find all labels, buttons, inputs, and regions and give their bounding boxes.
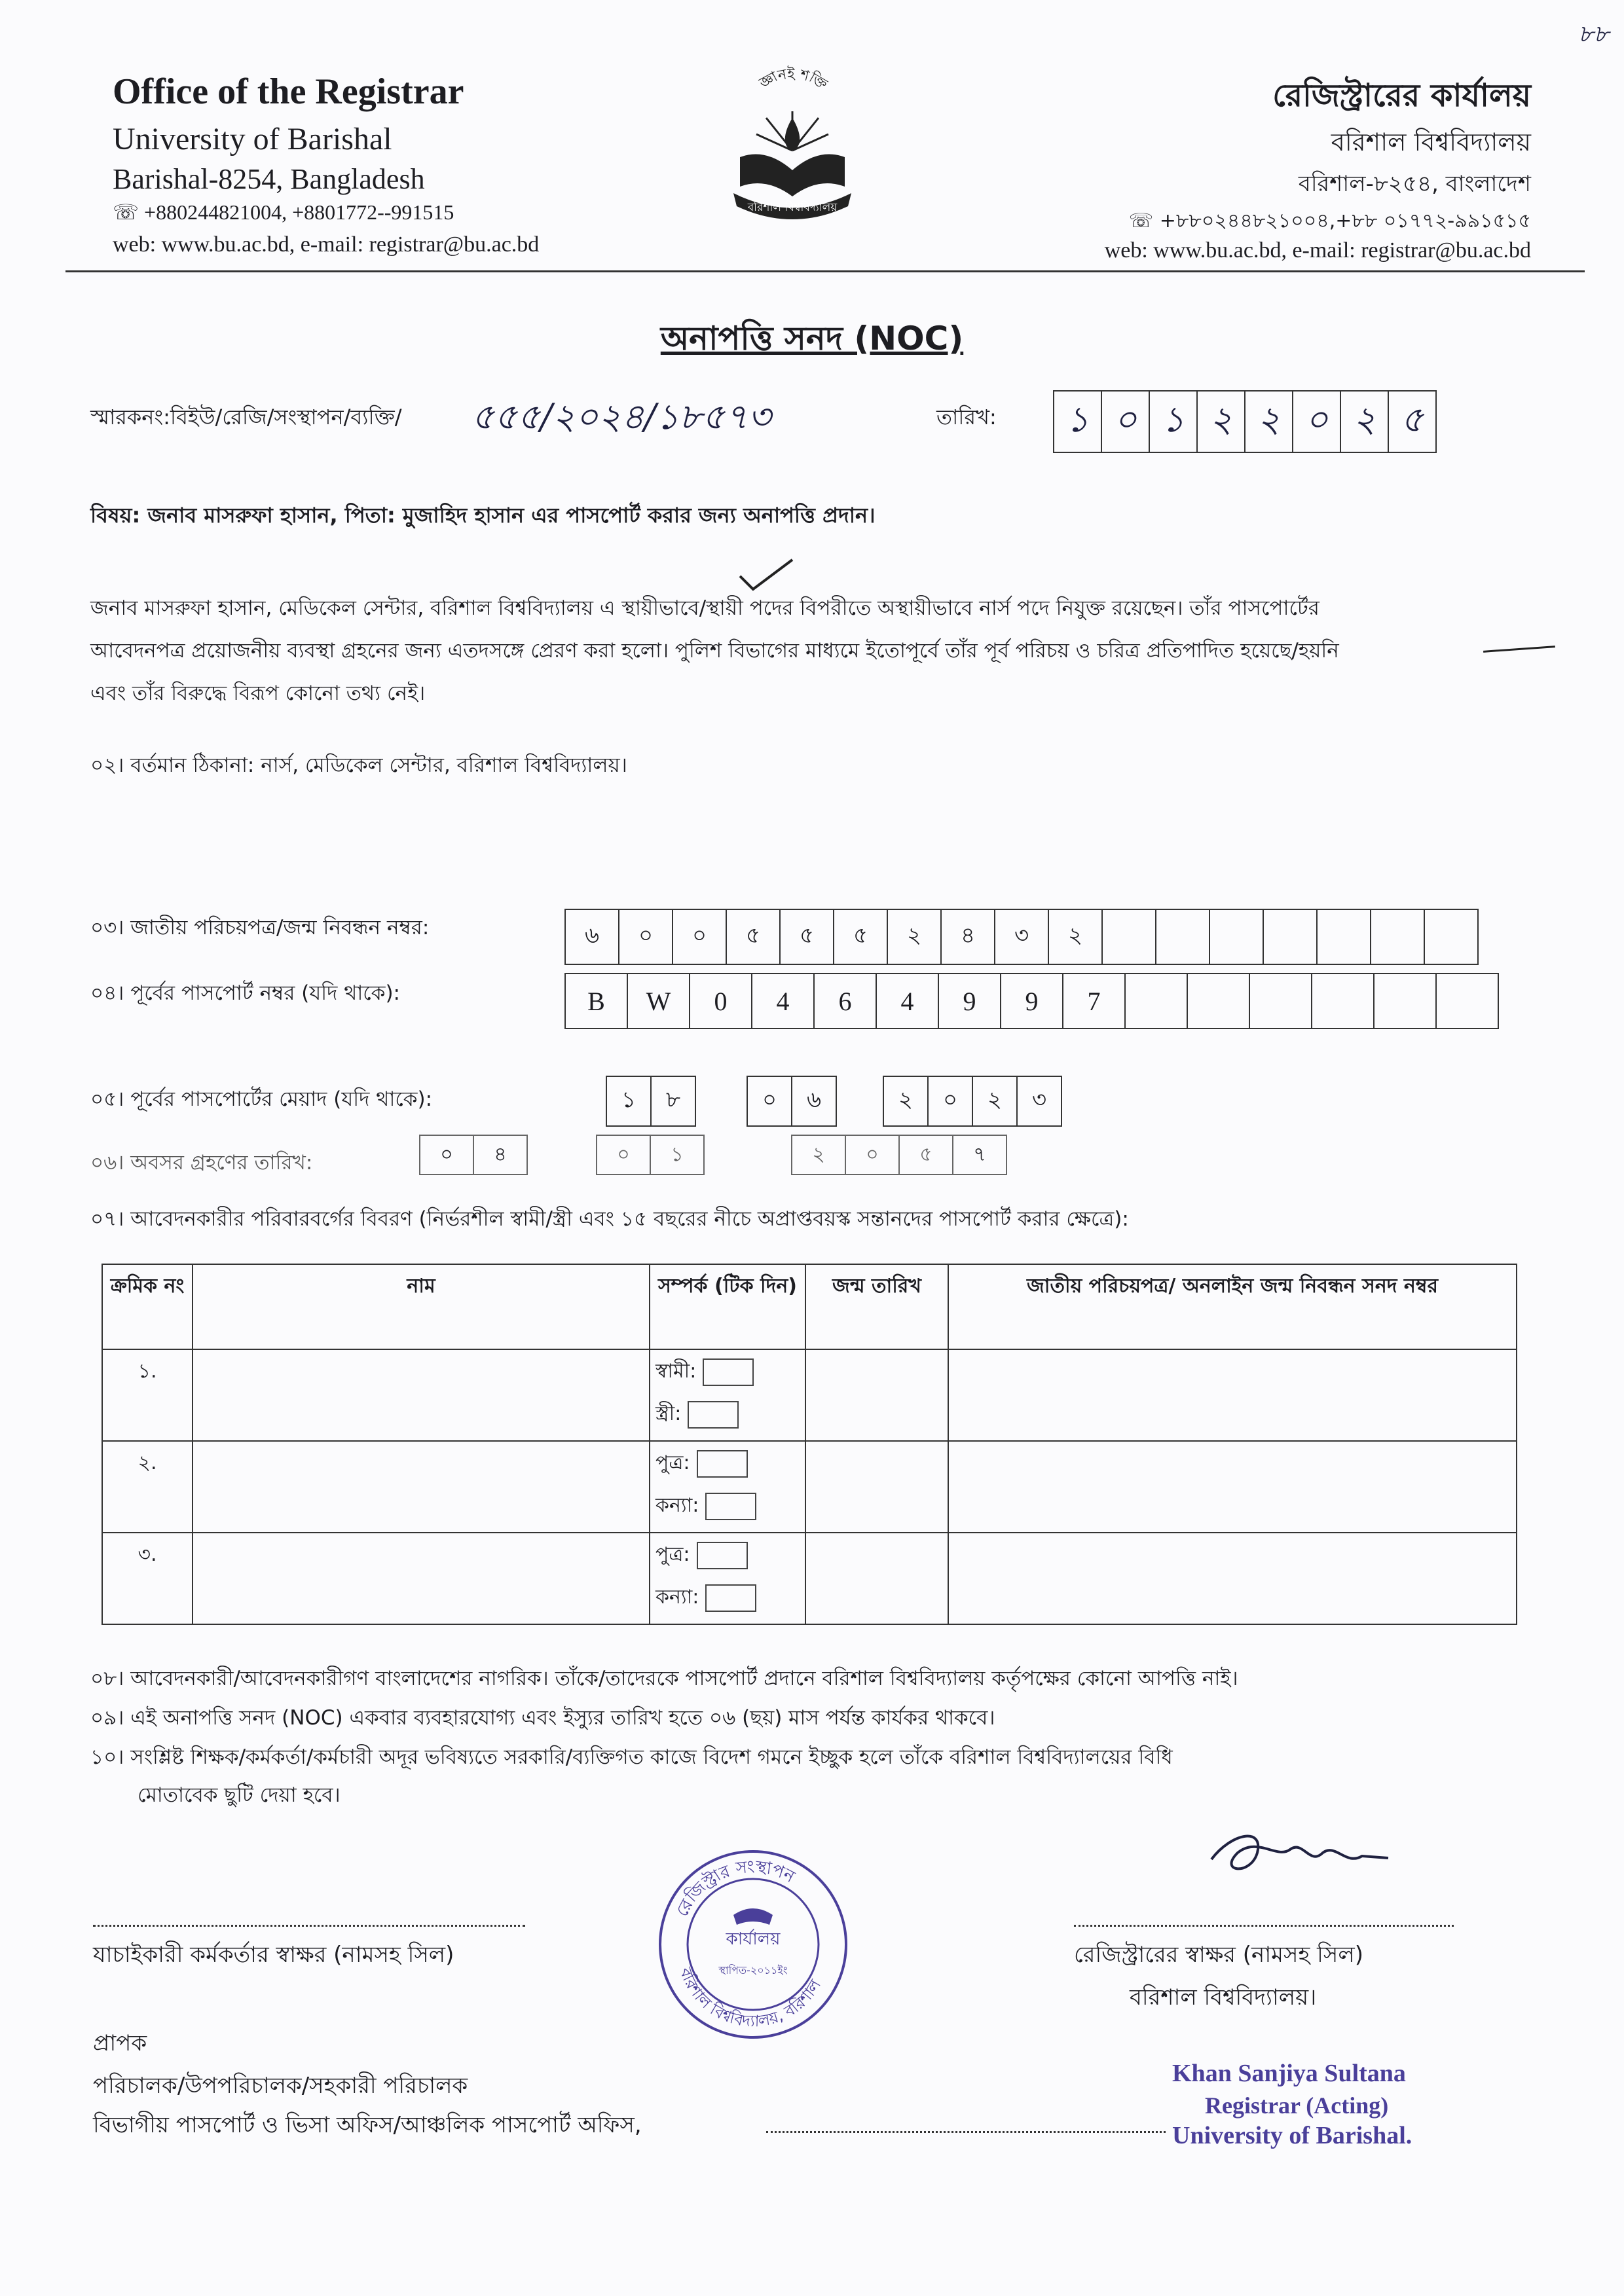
passport-char [1312, 974, 1375, 1028]
body-line-2: আবেদনপত্র প্রয়োজনীয় ব্যবস্থা গ্রহনের জন্য এতদসঙ্গে প্রেরণ করা হলো। পুলিশ বিভাগের মাধ্যমে ইতোপূর্বে তাঁর পূর্ব পরিচয় ও চরিত্র প্রতিপাদিত হয়েছে/হয়নি [90, 639, 1339, 663]
registrar-signature [1192, 1813, 1401, 1886]
date-digit: ১ [1150, 392, 1198, 452]
university-name-en: University of Barishal [113, 122, 392, 156]
row-serial: ১. [102, 1349, 193, 1441]
office-title-en: Office of the Registrar [113, 71, 464, 112]
recipient-line-2: বিভাগীয় পাসপোর্ট ও ভিসা অফিস/আঞ্চলিক পাসপোর্ট অফিস, [93, 2112, 642, 2138]
nid-digit [1264, 910, 1318, 964]
body-line-1: জনাব মাসরুফা হাসান, মেডিকেল সেন্টার, বরিশাল বিশ্ববিদ্যালয় এ স্থায়ীভাবে/স্থায়ী পদের বিপরীতে অস্থায়ীভাবে নার্স পদে নিযুক্ত রয়েছেন। তাঁর পাসপোর্টের [90, 596, 1320, 620]
passport-char: 7 [1063, 974, 1126, 1028]
passport-boxes [564, 973, 1499, 1029]
corner-mark: ৮৮ [1578, 21, 1609, 48]
phone-en [113, 200, 454, 225]
date-digit: ২ [1198, 392, 1246, 452]
row-nid-cell[interactable] [948, 1533, 1517, 1624]
row-serial: ২. [102, 1441, 193, 1533]
nid-digit: ৪ [942, 910, 995, 964]
phone-icon-bn: ☏ [1128, 210, 1154, 232]
nid-digit: ২ [1049, 910, 1103, 964]
expiry-month-digit: ০ [748, 1077, 792, 1125]
table-header-row [102, 1264, 1517, 1349]
item-10-line-2: মোতাবেক ছুটি দেয়া হবে। [138, 1783, 341, 1807]
memo-label: স্মারকনং:বিইউ/রেজি/সংস্থাপন/ব্যক্তি/ [90, 405, 402, 429]
table-row [102, 1349, 1517, 1441]
passport-char: 4 [752, 974, 815, 1028]
nid-digit [1156, 910, 1210, 964]
row-nid-cell[interactable] [948, 1349, 1517, 1441]
date-digit: ০ [1293, 392, 1341, 452]
retire-day-digit: ৪ [474, 1136, 528, 1174]
nid-digit [1318, 910, 1371, 964]
office-title-bn: রেজিস্ট্রারের কার্যালয় [1272, 77, 1531, 114]
issue-date-boxes [1053, 390, 1437, 453]
row-relation-cell [650, 1349, 805, 1441]
phone-bn [1129, 205, 1531, 238]
stamp-title: Registrar (Acting) [1205, 2092, 1389, 2119]
passport-char [1375, 974, 1437, 1028]
retire-year-digit: ২ [792, 1136, 846, 1174]
table-row [102, 1533, 1517, 1624]
row-name-cell[interactable] [193, 1533, 650, 1624]
university-logo [714, 65, 871, 229]
expiry-day-digit: ৮ [652, 1077, 696, 1125]
passport-char [1437, 974, 1499, 1028]
header-divider [65, 270, 1585, 272]
col-dob: জন্ম তারিখ [805, 1264, 948, 1349]
registrar-label: রেজিস্ট্রারের স্বাক্ষর (নামসহ সিল) [1074, 1942, 1363, 1968]
expiry-month-digit: ৬ [792, 1077, 837, 1125]
nid-boxes [564, 909, 1479, 965]
date-label: তারিখ: [936, 405, 997, 429]
memo-number: ৫৫৫/২০২৪/১৮৫৭৩ [471, 396, 771, 437]
seal-outer: রেজিস্ট্রার সংস্থাপন [672, 1857, 798, 1920]
page-title: অনাপত্তি সনদ (NOC) [660, 319, 964, 357]
stamp-name: Khan Sanjiya Sultana [1172, 2060, 1406, 2087]
university-name-bn: বরিশাল বিশ্ববিদ্যালয় [1331, 128, 1531, 156]
col-relation: সম্পর্ক (টিক দিন) [650, 1264, 805, 1349]
passport-char: 6 [815, 974, 877, 1028]
recipient-line-1: পরিচালক/উপপরিচালক/সহকারী পরিচালক [93, 2073, 468, 2099]
relation-checkbox[interactable] [697, 1542, 748, 1569]
nid-digit [1425, 910, 1479, 964]
relation-checkbox[interactable] [703, 1358, 754, 1386]
row-serial: ৩. [102, 1533, 193, 1624]
row-dob-cell[interactable] [805, 1349, 948, 1441]
item-06-label: ০৬। অবসর গ্রহণের তারিখ: [90, 1151, 313, 1175]
item-07: ০৭। আবেদনকারীর পরিবারবর্গের বিবরণ (নির্ভরশীল স্বামী/স্ত্রী এবং ১৫ বছরের নীচে অপ্রাপ্তবয়স্ক সন্তানদের পাসপোর্ট করার ক্ষেত্রে): [90, 1207, 1129, 1231]
official-seal [655, 1846, 851, 2043]
passport-char: B [566, 974, 628, 1028]
relation-label: কন্যা: [655, 1494, 699, 1517]
verifier-label: যাচাইকারী কর্মকর্তার স্বাক্ষর (নামসহ সিল) [93, 1942, 454, 1968]
item-09: ০৯। এই অনাপত্তি সনদ (NOC) একবার ব্যবহারযোগ্য এবং ইস্যুর তারিখ হতে ০৬ (ছয়) মাস পর্যন্ত কার্যকর থাকবে। [90, 1706, 995, 1730]
passport-char [1126, 974, 1188, 1028]
expiry-day-digit: ১ [607, 1077, 652, 1125]
title-wrap [0, 314, 1624, 369]
passport-char: 9 [939, 974, 1001, 1028]
expiry-day-boxes [606, 1076, 696, 1127]
nid-digit: ০ [619, 910, 673, 964]
web-bn: web: www.bu.ac.bd, e-mail: registrar@bu.ac.bd [1104, 238, 1531, 263]
nid-digit [1371, 910, 1425, 964]
seal-middle: কার্যালয় [726, 1929, 781, 1949]
passport-char [1188, 974, 1250, 1028]
expiry-year-digit: ০ [929, 1077, 973, 1125]
phone-bn-text: +৮৮০২৪৪৮২১০০৪,+৮৮ ০১৭৭২-৯৯১৫১৫ [1159, 210, 1531, 232]
strike-mark [1483, 646, 1555, 653]
row-relation-cell [650, 1533, 805, 1624]
passport-char [1250, 974, 1312, 1028]
family-table [101, 1264, 1517, 1625]
row-dob-cell[interactable] [805, 1533, 948, 1624]
address-bn: বরিশাল-৮২৫৪, বাংলাদেশ [1298, 171, 1531, 197]
nid-digit: ০ [673, 910, 727, 964]
phone-en-text: +880244821004, +8801772--991515 [144, 200, 454, 224]
relation-checkbox[interactable] [697, 1450, 748, 1478]
passport-char: 4 [877, 974, 939, 1028]
retire-year-digit: ৭ [953, 1136, 1007, 1174]
row-name-cell[interactable] [193, 1441, 650, 1533]
retire-month-boxes [596, 1135, 705, 1175]
col-name: নাম [193, 1264, 650, 1349]
phone-icon: ☏ [113, 200, 139, 224]
expiry-month-boxes [747, 1076, 837, 1127]
address-en: Barishal-8254, Bangladesh [113, 163, 425, 195]
item-03-label: ০৩। জাতীয় পরিচয়পত্র/জন্ম নিবন্ধন নম্বর: [90, 916, 430, 939]
col-serial: ক্রমিক নং [102, 1264, 193, 1349]
col-nid: জাতীয় পরিচয়পত্র/ অনলাইন জন্ম নিবন্ধন সনদ নম্বর [948, 1264, 1517, 1349]
svg-text:জ্ঞানই শক্তি [756, 65, 831, 93]
passport-char: 0 [690, 974, 752, 1028]
expiry-year-digit: ৩ [1018, 1077, 1062, 1125]
item-02: ০২। বর্তমান ঠিকানা: নার্স, মেডিকেল সেন্টার, বরিশাল বিশ্ববিদ্যালয়। [90, 754, 627, 777]
item-10-line-1: ১০। সংশ্লিষ্ট শিক্ষক/কর্মকর্তা/কর্মচারী অদূর ভবিষ্যতে সরকারি/ব্যক্তিগত কাজে বিদেশ গমনে ইচ্ছুক হলে তাঁকে বরিশাল বিশ্ববিদ্যালয়ের বিধি [90, 1745, 1173, 1769]
relation-label: কন্যা: [655, 1586, 699, 1609]
date-digit: ২ [1246, 392, 1293, 452]
nid-digit: ৩ [995, 910, 1049, 964]
retire-month-digit: ০ [597, 1136, 651, 1174]
registrar-signature-line [1074, 1925, 1454, 1927]
nid-digit [1210, 910, 1264, 964]
retire-day-digit: ০ [420, 1136, 474, 1174]
row-name-cell[interactable] [193, 1349, 650, 1441]
recipient-office-line [766, 2131, 1166, 2133]
passport-char: W [628, 974, 690, 1028]
registrar-university: বরিশাল বিশ্ববিদ্যালয়। [1130, 1984, 1317, 2011]
nid-digit [1103, 910, 1156, 964]
row-relation-cell [650, 1441, 805, 1533]
relation-label: স্বামী: [655, 1360, 697, 1383]
tick-mark [733, 556, 799, 596]
retire-day-boxes [419, 1135, 528, 1175]
nid-digit: ২ [888, 910, 942, 964]
logo-name: বরিশাল বিশ্ববিদ্যালয় [747, 201, 838, 214]
date-digit: ০ [1102, 392, 1150, 452]
expiry-year-boxes [883, 1076, 1062, 1127]
nid-digit: ৫ [727, 910, 781, 964]
relation-checkbox[interactable] [705, 1584, 756, 1612]
web-en: web: www.bu.ac.bd, e-mail: registrar@bu.ac.bd [113, 232, 540, 257]
relation-label: পুত্র: [655, 1543, 690, 1566]
retire-month-digit: ১ [651, 1136, 705, 1174]
relation-checkbox[interactable] [705, 1493, 756, 1520]
logo-motto: জ্ঞানই শক্তি [756, 65, 830, 94]
table-row [102, 1441, 1517, 1533]
relation-label: স্ত্রী: [655, 1402, 682, 1425]
verifier-signature-line [93, 1925, 525, 1927]
nid-digit: ৬ [566, 910, 619, 964]
item-08: ০৮। আবেদনকারী/আবেদনকারীগণ বাংলাদেশের নাগরিক। তাঁকে/তাদেরকে পাসপোর্ট প্রদানে বরিশাল বিশ্ববিদ্যালয় কর্তৃপক্ষের কোনো আপত্তি নাই। [90, 1667, 1238, 1690]
nid-digit: ৫ [781, 910, 834, 964]
retire-year-digit: ০ [846, 1136, 900, 1174]
date-digit: ৫ [1389, 392, 1437, 452]
svg-text:রেজিস্ট্রার সংস্থাপন [673, 1857, 798, 1920]
stamp-university: University of Barishal. [1172, 2122, 1412, 2149]
date-digit: ১ [1054, 392, 1102, 452]
item-04-label: ০৪। পূর্বের পাসপোর্ট নম্বর (যদি থাকে): [90, 981, 400, 1005]
date-digit: ২ [1341, 392, 1389, 452]
item-05-label: ০৫। পূর্বের পাসপোর্টের মেয়াদ (যদি থাকে): [90, 1087, 433, 1111]
relation-checkbox[interactable] [688, 1401, 739, 1429]
expiry-year-digit: ২ [884, 1077, 929, 1125]
expiry-year-digit: ২ [973, 1077, 1018, 1125]
seal-year: স্থাপিত-২০১১ইং [718, 1964, 788, 1977]
passport-char: 9 [1001, 974, 1063, 1028]
seal-bottom: বরিশাল বিশ্ববিদ্যালয়, বরিশাল [676, 1965, 825, 2031]
row-dob-cell[interactable] [805, 1441, 948, 1533]
subject-line: বিষয়: জনাব মাসরুফা হাসান, পিতা: মুজাহিদ হাসান এর পাসপোর্ট করার জন্য অনাপত্তি প্রদান। [90, 503, 876, 528]
relation-label: পুত্র: [655, 1451, 690, 1474]
retire-year-digit: ৫ [900, 1136, 953, 1174]
retire-year-boxes [791, 1135, 1007, 1175]
nid-digit: ৫ [834, 910, 888, 964]
recipient-label: প্রাপক [93, 2030, 147, 2056]
row-nid-cell[interactable] [948, 1441, 1517, 1533]
body-line-3: এবং তাঁর বিরুদ্ধে বিরূপ কোনো তথ্য নেই। [90, 682, 426, 705]
